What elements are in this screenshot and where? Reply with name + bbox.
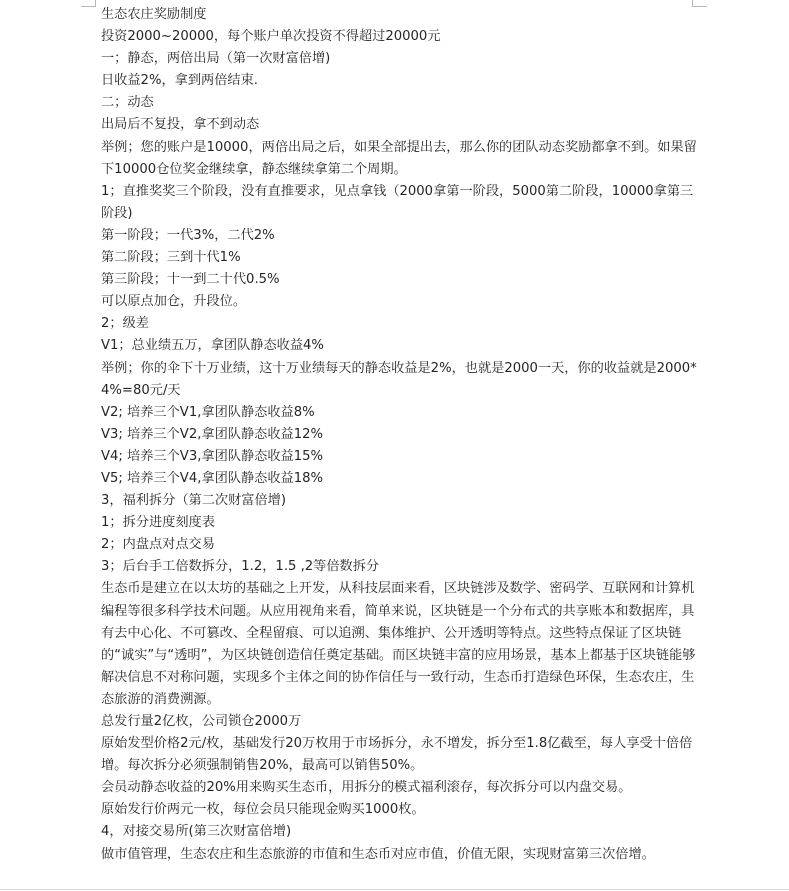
member-purchase-paragraph: 会员动静态收益的20%用来购买生态币，用拆分的模式福利滚存，每次拆分可以内盘交易。 xyxy=(101,780,632,796)
internal-trading-line: 2；内盘点对点交易 xyxy=(101,537,215,553)
manual-split-line: 3；后台手工倍数拆分，1.2，1.5 ,2等倍数拆分 xyxy=(101,559,380,575)
split-progress-line: 1；拆分进度刻度表 xyxy=(101,515,215,531)
level-v5-line: V5; 培养三个V4,拿团队静态收益18% xyxy=(101,470,324,486)
purchase-limit-line: 原始发行价两元一枚，每位会员只能现金购买1000枚。 xyxy=(101,802,425,818)
total-issuance-line: 总发行量2亿枚，公司锁仓2000万 xyxy=(101,714,302,729)
page-corner-mark-left xyxy=(81,0,96,7)
level-v4-line: V4; 培养三个V3,拿团队静态收益15% xyxy=(101,448,324,464)
position-upgrade-line: 可以原点加仓，升段位。 xyxy=(101,294,247,310)
stage-three-line: 第三阶段；十一到二十代0.5% xyxy=(101,272,280,288)
level-v2-line: V2; 培养三个V1,拿团队静态收益8% xyxy=(101,404,315,420)
document-title: 生态农庄奖励制度 xyxy=(101,7,207,22)
section-static-heading: 一；静态，两倍出局（第一次财富倍增) xyxy=(101,51,331,67)
page-bottom-divider xyxy=(0,889,789,890)
example-paragraph-2: 举例；你的伞下十万业绩，这十万业绩每天的静态收益是2%，也就是2000一天，你的收益就是2000*4%=80元/天 xyxy=(101,360,697,398)
daily-income-line: 日收益2%，拿到两倍结束. xyxy=(101,73,258,89)
section-dynamic-heading: 二；动态 xyxy=(101,95,154,111)
direct-referral-paragraph: 1；直推奖奖三个阶段，没有直推要求，见点拿钱（2000拿第一阶段，5000第二阶段，10000拿第三阶段) xyxy=(101,183,694,221)
investment-range-line: 投资2000~20000，每个账户单次投资不得超过20000元 xyxy=(101,29,441,45)
stage-one-line: 第一阶段；一代3%，二代2% xyxy=(101,227,275,243)
dynamic-rule-line: 出局后不复投，拿不到动态 xyxy=(101,117,260,133)
market-value-paragraph: 做市值管理，生态农庄和生态旅游的市值和生态币对应市值，价值无限，实现财富第三次倍增。 xyxy=(101,846,655,862)
level-v1-line: V1；总业绩五万，拿团队静态收益4% xyxy=(101,338,324,354)
split-welfare-heading: 3，福利拆分（第二次财富倍增) xyxy=(101,493,286,509)
level-difference-heading: 2；级差 xyxy=(101,316,149,332)
ecocoin-description-paragraph: 生态币是建立在以太坊的基础之上开发，从科技层面来看，区块链涉及数学、密码学、互联网和计算机编程等很多科学技术问题。从应用视角来看，简单来说，区块链是一个分布式的共享账本和数据库，具有去中心化、不可篡改、全程留痕、可以追溯、集体维护、公开透明等特点。这些特点保证了区块链的“诚实”与“透明”，为区块链创造信任奠定基础。而区块链丰富的应用场景，基本上都基于区块链能够解决信息不对称问题，实现多个主体之间的协作信任与一致行动，生态币打造绿色环保，生态农庄，生态旅游的消费溯源。 xyxy=(101,581,696,707)
example-paragraph-1: 举例；您的账户是10000，两倍出局之后，如果全部提出去，那么你的团队动态奖励都拿不到。如果留下10000仓位奖金继续拿，静态继续拿第二个周期。 xyxy=(101,139,697,177)
exchange-heading: 4，对接交易所(第三次财富倍增) xyxy=(101,824,292,840)
stage-two-line: 第二阶段；三到十代1% xyxy=(101,250,241,266)
original-price-paragraph: 原始发型价格2元/枚，基础发行20万枚用于市场拆分，永不增发，拆分至1.8亿截至，每人享受十倍倍增。每次拆分必须强制销售20%，最高可以销售50%。 xyxy=(101,736,693,774)
document-body xyxy=(101,4,697,866)
level-v3-line: V3; 培养三个V2,拿团队静态收益12% xyxy=(101,426,324,442)
